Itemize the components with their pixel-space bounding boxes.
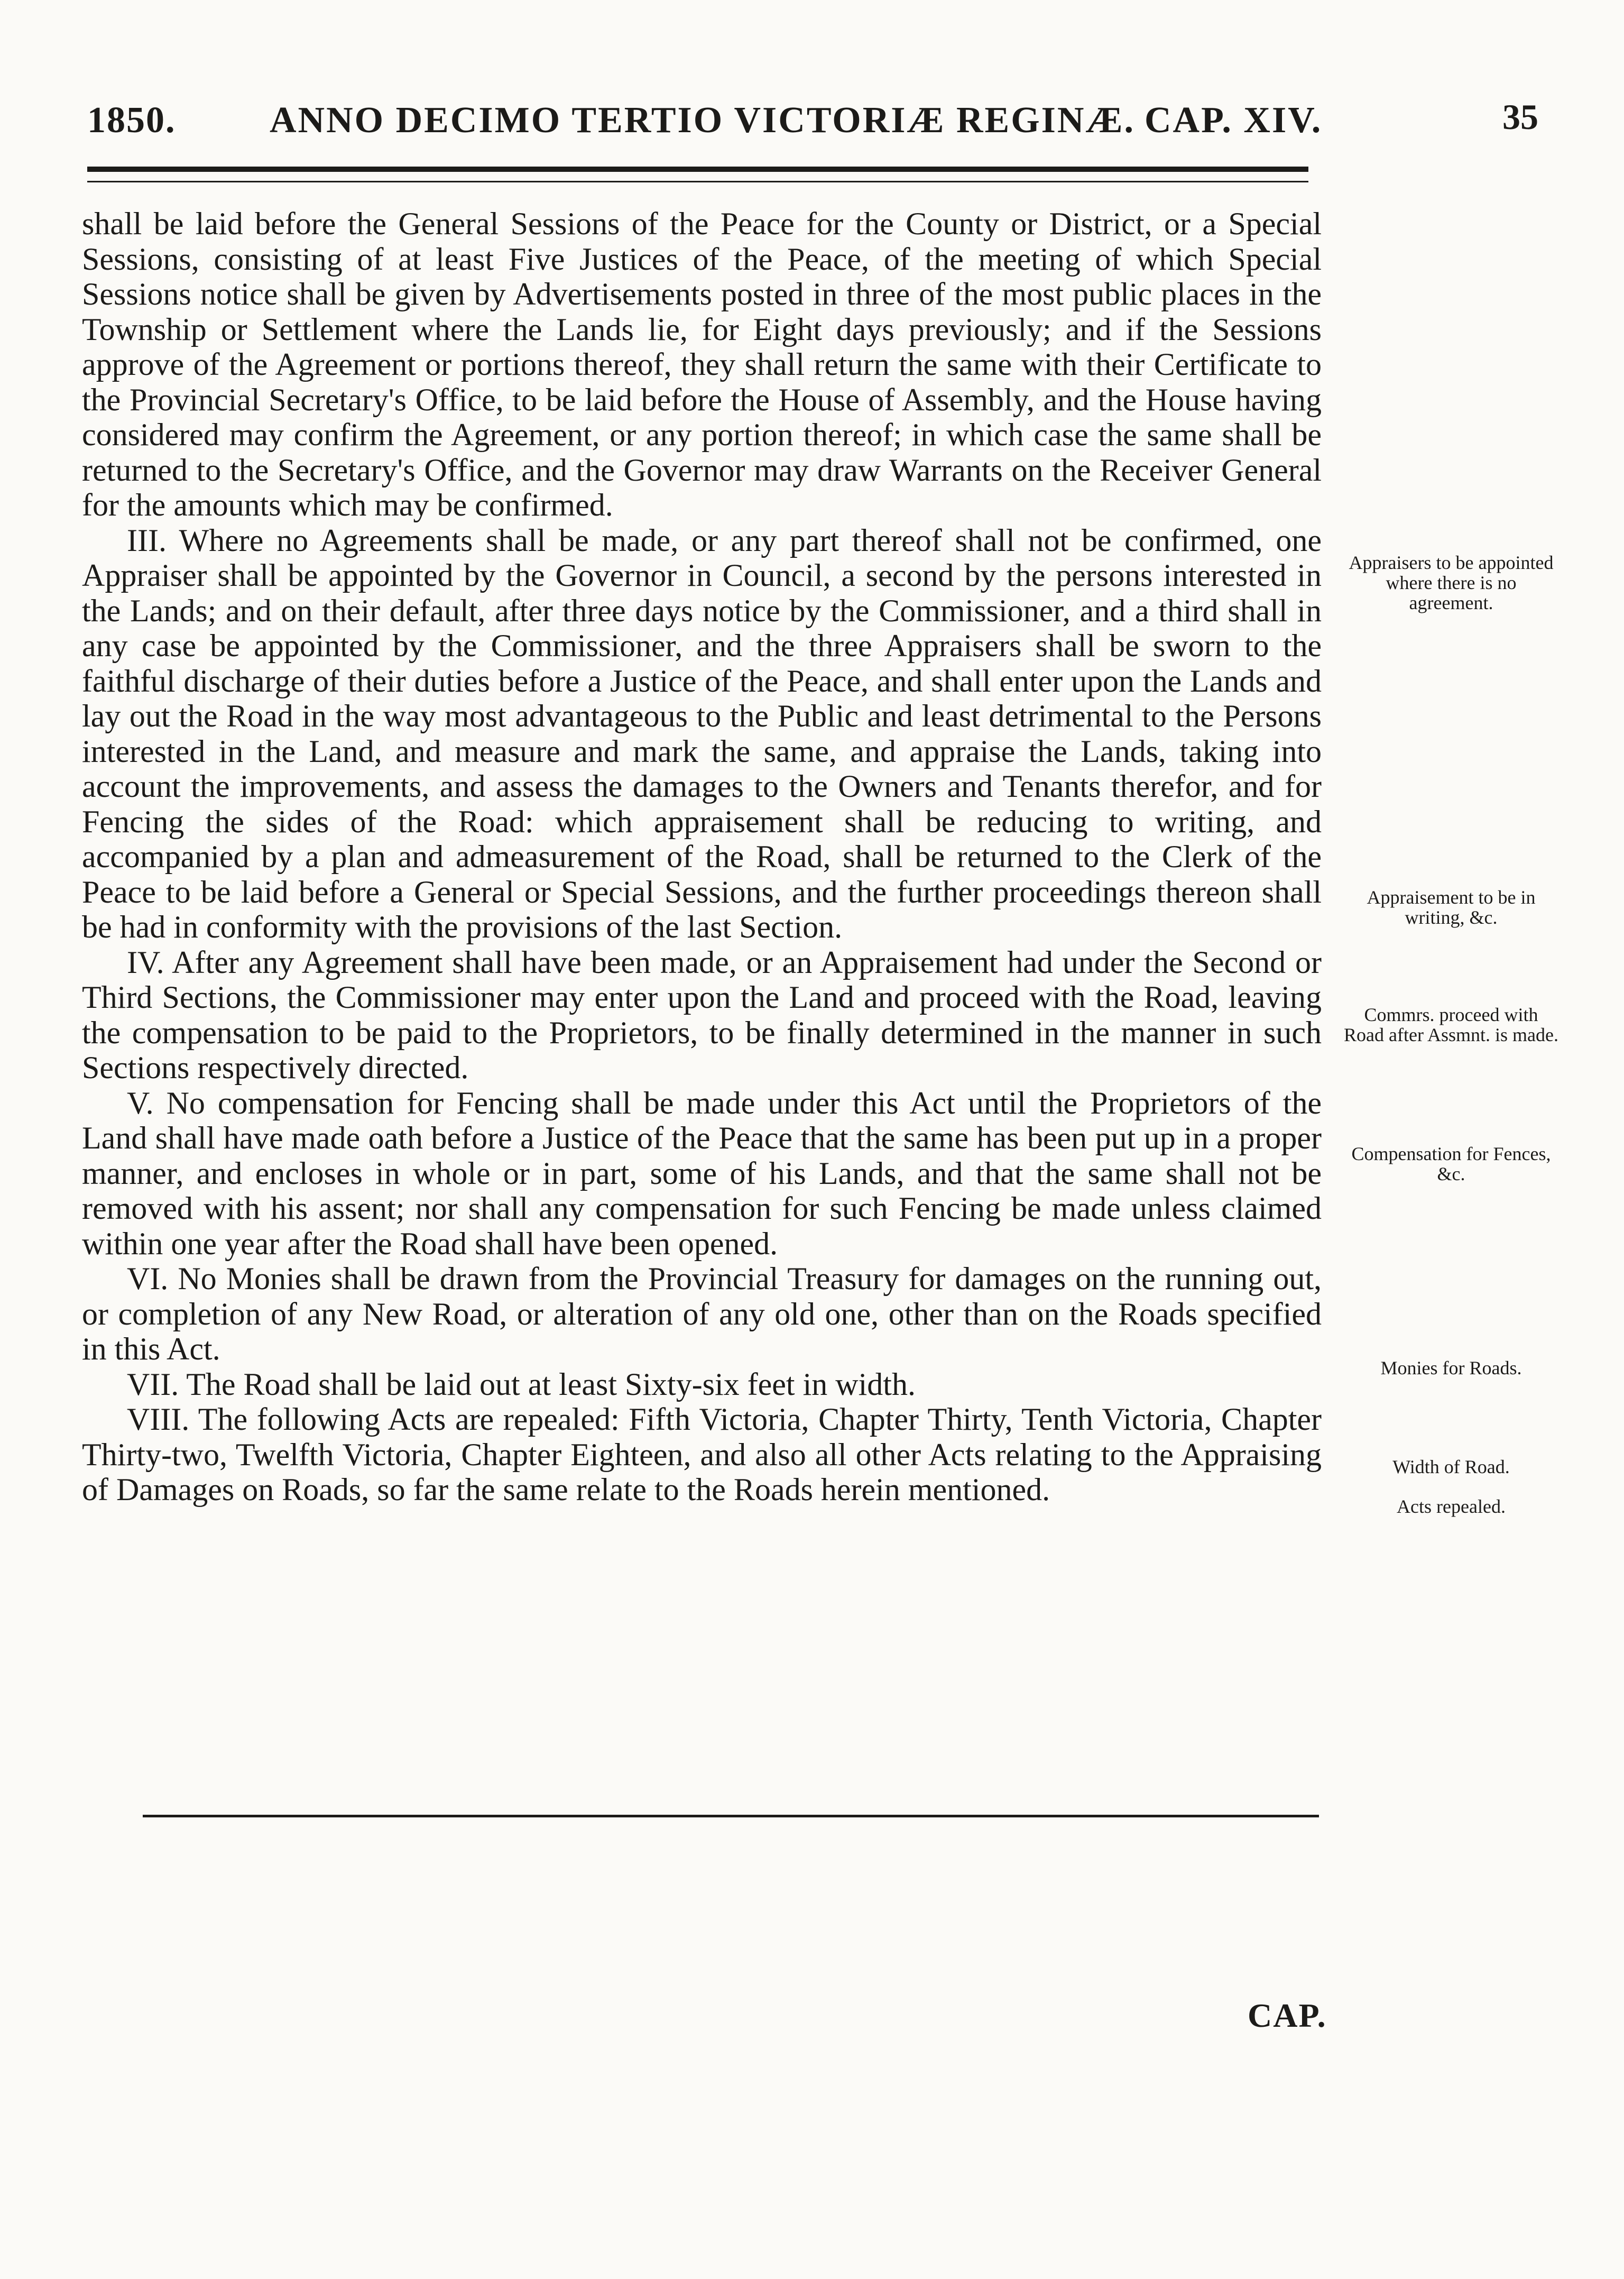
section-vii: VII. The Road shall be laid out at least Sixty-six feet in width. xyxy=(127,1366,916,1402)
running-header xyxy=(87,95,1538,143)
header-rule-thin xyxy=(87,181,1308,182)
paragraph-continued: shall be laid before the General Sessions of the Peace for the County or District, or a Special Sessions, consisting of at least Five Justices of the Peace, of the meeting of which Special Sessions notice shall be given by Advertisements posted in three of the most public places in the Township or Settlement where the Lands lie, for Eight days previously; and if the Sessions approve of the Agreement or portions thereof, they shall return the same with their Certificate to the Provincial Secretary's Office, to be laid before the House of Assembly, and the House having considered may confirm the Agreement, or any portion thereof; in which case the same shall be returned to the Secretary's Office, and the Governor may draw Warrants on the Receiver General for the amounts which may be confirmed. xyxy=(82,206,1322,522)
catchword: CAP. xyxy=(1248,1997,1327,2034)
marginal-note-appraisers: Appraisers to be appointed where there is no agreement. xyxy=(1349,552,1554,613)
body-text xyxy=(82,206,1322,1508)
marginal-note-monies-roads: Monies for Roads. xyxy=(1380,1357,1522,1379)
header-chapter: CAP. XIV. xyxy=(1145,100,1323,141)
section-iv: IV. After any Agreement shall have been made, or an Appraisement had under the Second or Third Sections, the Commissioner may enter upon the Land and proceed with the Road, leaving the compensation to be paid to the Proprietors, to be finally determined in the manner in such Sections respectively directed. xyxy=(82,944,1322,1085)
header-year: 1850. xyxy=(87,100,176,141)
page-number: 35 xyxy=(1502,97,1538,137)
marginal-note-acts-repealed: Acts repealed. xyxy=(1397,1496,1506,1517)
marginal-note-appraisement-writing: Appraisement to be in writing, &c. xyxy=(1367,887,1536,928)
section-viii: VIII. The following Acts are repealed: Fifth Victoria, Chapter Thirty, Tenth Victoria, Chapter Thirty-two, Twelfth Victoria, Chapter Eighteen, and also all other Acts relating to the Appraising of Damages on Roads, so far the same relate to the Roads herein mentioned. xyxy=(82,1402,1322,1507)
footer-rule xyxy=(143,1815,1319,1817)
section-vi: VI. No Monies shall be drawn from the Provincial Treasury for damages on the running out, or completion of any New Road, or alteration of any old one, other than on the Roads specified in this Act. xyxy=(82,1261,1322,1366)
marginal-note-commrs-proceed: Commrs. proceed with Road after Assmnt. is made. xyxy=(1344,1004,1558,1045)
section-v: V. No compensation for Fencing shall be made under this Act until the Proprietors of the Land shall have made oath before a Justice of the Peace that the same has been put up in a proper manner, and encloses in whole or in part, some of his Lands, and that the same shall not be removed with his assent; nor shall any compensation for such Fencing be made unless claimed within one year after the Road shall have been opened. xyxy=(82,1085,1322,1261)
header-rule-thick xyxy=(87,167,1308,172)
section-iii: III. Where no Agreements shall be made, or any part thereof shall not be confirmed, one Appraiser shall be appointed by the Governor in Council, a second by the persons interested in the Lands; and on their default, after three days notice by the Commissioner, and a third shall in any case be appointed by the Commissioner, and the three Appraisers shall be sworn to the faithful discharge of their duties before a Justice of the Peace, and shall enter upon the Lands and lay out the Road in the way most advantageous to the Public and least detrimental to the Persons interested in the Land, and measure and mark the same, and appraise the Lands, taking into account the improvements, and assess the damages to the Owners and Tenants therefor, and for Fencing the sides of the Road: which appraisement shall be reducing to writing, and accompanied by a plan and admeasurement of the Road, shall be returned to the Clerk of the Peace to be laid before a General or Special Sessions, and the further proceedings thereon shall be had in conformity with the provisions of the last Section. xyxy=(82,522,1322,944)
marginal-note-compensation-fences: Compensation for Fences, &c. xyxy=(1351,1143,1551,1184)
marginal-note-width-road: Width of Road. xyxy=(1392,1456,1510,1477)
header-title: ANNO DECIMO TERTIO VICTORIÆ REGINÆ. xyxy=(270,100,1135,141)
